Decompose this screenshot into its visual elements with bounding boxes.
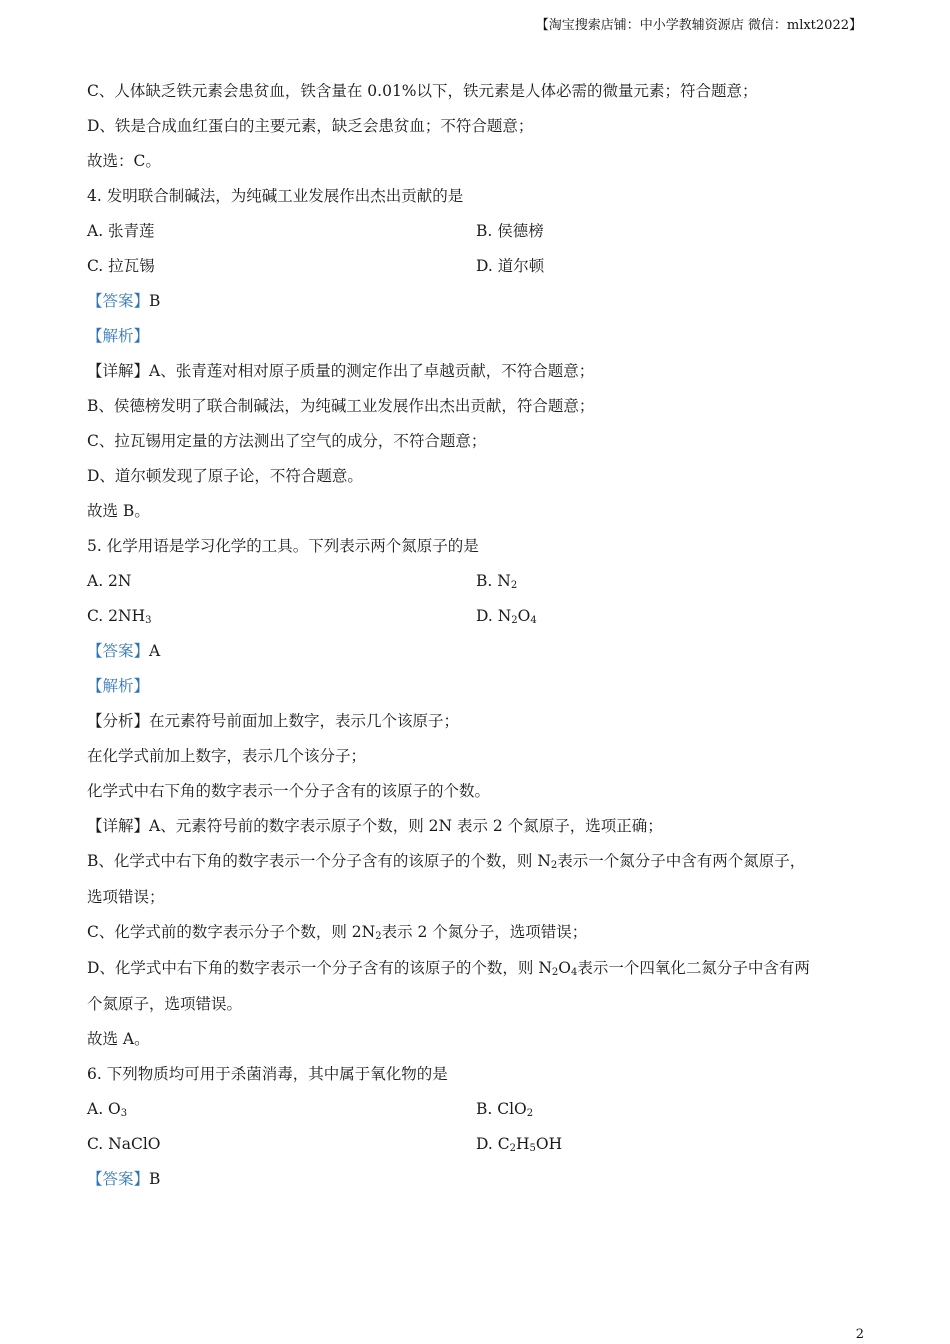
q4-option-a: A. 张青莲 xyxy=(87,222,155,240)
detail-tag: 【详解】 xyxy=(87,362,150,380)
q5-analysis-heading xyxy=(87,673,867,708)
formula-text: OH xyxy=(535,1135,563,1153)
formula-text: A. O xyxy=(87,1100,121,1118)
q5-fenxi-2: 在化学式前加上数字，表示几个该分子； xyxy=(87,747,367,765)
q3-final-choice: 故选：C。 xyxy=(87,152,161,170)
fenxi-text: 在元素符号前面加上数字，表示几个该原子； xyxy=(149,712,460,730)
q5-fenxi-3: 化学式中右下角的数字表示一个分子含有的该原子的个数。 xyxy=(87,782,491,800)
q5-option-a: A. 2N xyxy=(87,572,132,590)
q4-option-c: C. 拉瓦锡 xyxy=(87,257,155,275)
formula-text: H xyxy=(515,1135,530,1153)
q4-options-row-1 xyxy=(87,218,867,253)
answer-tag: 【答案】 xyxy=(87,292,150,310)
fenxi-tag: 【分析】 xyxy=(87,712,150,730)
detail-text: B、化学式中右下角的数字表示一个分子含有的该原子的个数，则 N xyxy=(87,852,551,870)
subscript: 3 xyxy=(145,615,152,626)
analysis-tag: 【解析】 xyxy=(87,677,150,695)
subscript: 2 xyxy=(375,931,382,942)
q5-detail-c xyxy=(87,919,867,955)
detail-text: O xyxy=(558,959,572,977)
q3-option-c-explanation: C、人体缺乏铁元素会患贫血，铁含量在 0.01%以下，铁元素是人体必需的微量元素；符合题意； xyxy=(87,82,758,100)
subscript: 3 xyxy=(120,1108,128,1119)
answer-tag: 【答案】 xyxy=(87,1170,150,1188)
detail-text: A、元素符号前的数字表示原子个数，则 2N 表示 2 个氮原子，选项正确； xyxy=(149,817,663,835)
formula-text: C. 2NH xyxy=(87,607,146,625)
q5-option-d xyxy=(476,603,865,638)
q6-option-b xyxy=(476,1096,865,1131)
detail-text: D、化学式中右下角的数字表示一个分子含有的该原子的个数，则 N xyxy=(87,959,552,977)
subscript: 2 xyxy=(526,1108,534,1119)
page-header: 【淘宝搜索店铺：中小学教辅资源店 微信：mlxt2022】 xyxy=(535,18,862,33)
detail-text: C、化学式前的数字表示分子个数，则 2N xyxy=(87,923,376,941)
answer-value: A xyxy=(149,642,161,660)
q5-detail-a xyxy=(87,813,867,848)
detail-text: A、张青莲对相对原子质量的测定作出了卓越贡献，不符合题意； xyxy=(149,362,595,380)
q5-detail-b xyxy=(87,848,867,884)
subscript: 5 xyxy=(529,1143,536,1154)
q4-detail-d: D、道尔顿发现了原子论，不符合题意。 xyxy=(87,467,363,485)
q5-fenxi-1 xyxy=(87,708,867,743)
subscript: 2 xyxy=(550,860,558,871)
q6-options-row-1 xyxy=(87,1096,867,1131)
q6-option-c: C. NaClO xyxy=(87,1135,161,1153)
q6-question: 6. 下列物质均可用于杀菌消毒，其中属于氧化物的是 xyxy=(87,1065,448,1083)
q5-answer xyxy=(87,638,867,673)
detail-text: 表示 2 个氮分子，选项错误； xyxy=(381,923,588,941)
formula-text: D. N xyxy=(476,607,512,625)
q5-option-b xyxy=(476,568,865,603)
q6-options-row-2 xyxy=(87,1131,867,1166)
q4-option-d: D. 道尔顿 xyxy=(476,257,545,275)
q4-detail-c: C、拉瓦锡用定量的方法测出了空气的成分，不符合题意； xyxy=(87,432,487,450)
analysis-tag: 【解析】 xyxy=(87,327,150,345)
formula-text: D. C xyxy=(476,1135,510,1153)
q4-detail-b: B、侯德榜发明了联合制碱法，为纯碱工业发展作出杰出贡献，符合题意； xyxy=(87,397,595,415)
formula-text: B. N xyxy=(476,572,511,590)
detail-tag: 【详解】 xyxy=(87,817,150,835)
q4-option-b: B. 侯德榜 xyxy=(476,222,544,240)
subscript: 2 xyxy=(511,615,518,626)
q4-detail-a xyxy=(87,358,867,393)
detail-text: 表示一个氮分子中含有两个氮原子， xyxy=(557,852,806,870)
document-body xyxy=(87,78,867,1201)
formula-text: B. ClO xyxy=(476,1100,527,1118)
formula-text: O xyxy=(517,607,531,625)
q5-detail-d-cont: 个氮原子，选项错误。 xyxy=(87,995,243,1013)
q5-detail-d xyxy=(87,955,867,991)
q4-question: 4. 发明联合制碱法，为纯碱工业发展作出杰出贡献的是 xyxy=(87,187,464,205)
subscript: 4 xyxy=(571,967,578,978)
q5-options-row-2 xyxy=(87,603,867,638)
q5-question: 5. 化学用语是学习化学的工具。下列表示两个氮原子的是 xyxy=(87,537,479,555)
detail-text: 表示一个四氧化二氮分子中含有两 xyxy=(577,959,810,977)
q4-analysis-heading xyxy=(87,323,867,358)
q5-final-choice: 故选 A。 xyxy=(87,1030,150,1048)
q6-option-d xyxy=(476,1131,865,1166)
answer-value: B xyxy=(149,292,161,310)
subscript: 4 xyxy=(530,615,537,626)
q4-final-choice: 故选 B。 xyxy=(87,502,150,520)
subscript: 2 xyxy=(510,580,518,591)
q5-option-c xyxy=(87,603,476,638)
q5-options-row-1 xyxy=(87,568,867,603)
q6-option-a xyxy=(87,1096,476,1131)
q3-option-d-explanation: D、铁是合成血红蛋白的主要元素，缺乏会患贫血；不符合题意； xyxy=(87,117,534,135)
q6-answer xyxy=(87,1166,867,1201)
answer-tag: 【答案】 xyxy=(87,642,150,660)
page-number: 2 xyxy=(855,1327,864,1342)
answer-value: B xyxy=(149,1170,161,1188)
subscript: 2 xyxy=(509,1143,516,1154)
subscript: 2 xyxy=(551,967,559,978)
q4-answer xyxy=(87,288,867,323)
q5-detail-b-cont: 选项错误； xyxy=(87,888,165,906)
q4-options-row-2 xyxy=(87,253,867,288)
